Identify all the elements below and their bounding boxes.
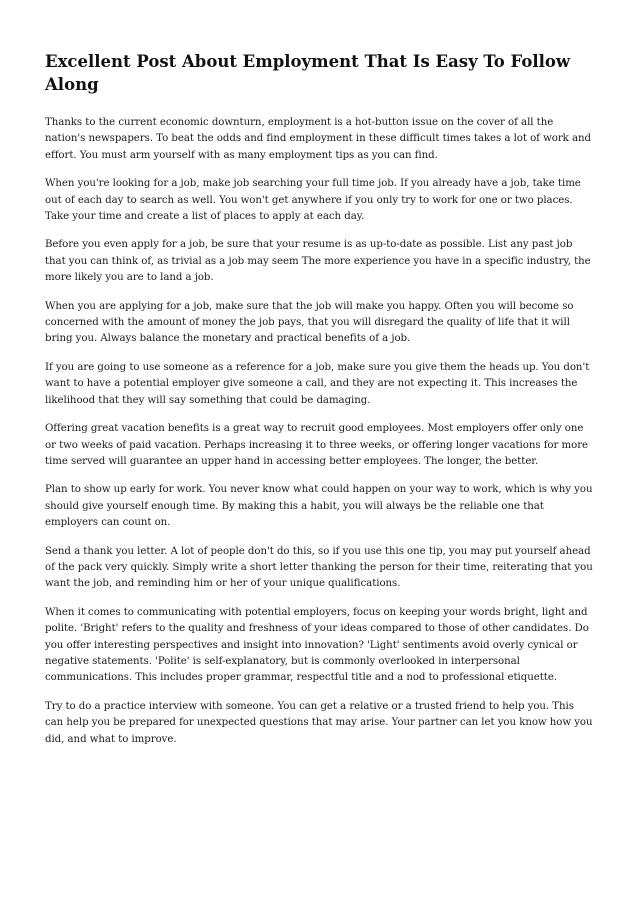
paragraph-reference: If you are going to use someone as a reference for a job, make sure you give them the heads up. You don't want to have a potential employer give someone a call, and they are not expecting it. This increases the likelihood that they will say something that could be damaging.: [45, 361, 590, 406]
paragraph-vacation: Offering great vacation benefits is a great way to recruit good employees. Most employers offer only one or two weeks of paid vacation. Perhaps increasing it to three weeks, or offering longer vacations for more time served will guarantee an upper hand in accessing better employees. The longer, the better.: [45, 423, 589, 467]
paragraph-practice-interview: Try to do a practice interview with someone. You can get a relative or a trusted friend to help you. This can help you be prepared for unexpected questions that may arise. Your partner can let you know how you did, and what to improve.: [45, 700, 593, 745]
document-page: [45, 50, 595, 760]
paragraph-intro: Thanks to the current economic downturn, employment is a hot-button issue on the cover of all the nation's newspapers. To beat the odds and find employment in these difficult times takes a lot of work and effort. You must arm yourself with as many employment tips as you can find.: [45, 117, 591, 161]
paragraph-happiness: When you are applying for a job, make sure that the job will make you happy. Often you will become so concerned with the amount of money the job pays, that you will disregard the quality of life that it will bring you. Always balance the monetary and practical benefits of a job.: [45, 300, 574, 345]
paragraph-thank-you: Send a thank you letter. A lot of people don't do this, so if you use this one tip, you may put yourself ahead of the pack very quickly. Simply write a short letter thanking the person for their time, reiterating that you want the job, and reminding him or her of your unique qualifications.: [45, 545, 593, 590]
paragraph-communication: When it comes to communicating with potential employers, focus on keeping your words bright, light and polite. 'Bright' refers to the quality and freshness of your ideas compared to those of other candidates. Do you offer interesting perspectives and insight into innovation? 'Light' sentiments avoid overly cynical or negative statements. 'Polite' is self-explanatory, but is commonly overlooked in interpersonal communications. This includes proper grammar, respectful title and a nod to professional etiquette.: [45, 606, 589, 684]
page-title: Excellent Post About Employment That Is Easy To Follow Along: [45, 52, 571, 94]
paragraph-job-search: When you're looking for a job, make job searching your full time job. If you already have a job, take time out of each day to search as well. You won't get anywhere if you only try to work for one or two places. Take your time and create a list of places to apply at each day.: [45, 178, 581, 223]
paragraph-punctuality: Plan to show up early for work. You never know what could happen on your way to work, which is why you should give yourself enough time. By making this a habit, you will always be the reliable one that employers can count on.: [45, 484, 593, 529]
paragraph-resume: Before you even apply for a job, be sure that your resume is as up-to-date as possible. List any past job that you can think of, as trivial as a job may seem The more experience you have in a specific industry, the more likely you are to land a job.: [45, 239, 591, 284]
